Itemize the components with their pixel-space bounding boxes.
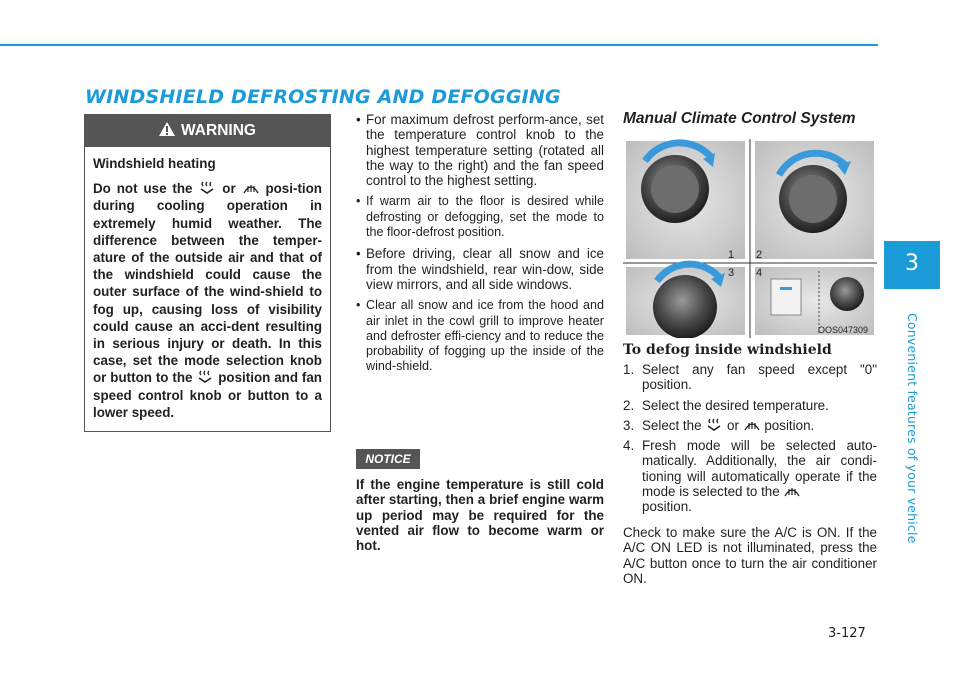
warning-text: Do not use the or posi-tion during cooling operation in extremely humid weather. The difference between the temper-ature of the outside air and that of the windshield could cause the outer surface of the wind-shield to fog up, causing loss of visibility could cause an acci-dent resulting in serious injury or death. In this case, set the mode selection knob or button to the position and fan speed control knob or button to a lower speed. bbox=[93, 181, 322, 420]
defog-steps bbox=[623, 362, 877, 520]
warning-header bbox=[85, 115, 330, 147]
figure-code: OOS047309 bbox=[818, 325, 869, 335]
subsection-title: Manual Climate Control System bbox=[623, 110, 856, 127]
warning-header-label: WARNING bbox=[181, 122, 256, 139]
climate-control-figure bbox=[623, 139, 877, 338]
climate-knobs-illustration bbox=[623, 139, 877, 338]
notice-text: If the engine temperature is still cold after starting, then a brief engine warm up period may be required for the vented air flow to become warm or hot. bbox=[356, 477, 604, 554]
figure-label-2: 2 bbox=[756, 249, 763, 261]
list-item: • For maximum defrost perform-ance, set the temperature control knob to the highest temperature setting (rotated all the way to the right) and the fan speed control to the highest setting. bbox=[356, 112, 604, 188]
list-item: • Clear all snow and ice from the hood and air inlet in the cowl grill to improve heater and defroster effi-ciency and to reduce the probability of fogging up the inside of the wind-shield. bbox=[356, 298, 604, 374]
chapter-number: 3 bbox=[905, 251, 919, 276]
floor-defrost-icon bbox=[705, 418, 723, 432]
list-item: • If warm air to the floor is desired while defrosting or defogging, set the mode to the floor-defrost position. bbox=[356, 194, 604, 240]
list-item: • Before driving, clear all snow and ice from the windshield, rear win-dow, side view mirrors, and all side windows. bbox=[356, 246, 604, 292]
step-item: 2. Select the desired temperature. bbox=[623, 397, 829, 413]
floor-defrost-icon bbox=[198, 181, 216, 195]
figure-label-4: 4 bbox=[756, 267, 763, 279]
ac-check-text: Check to make sure the A/C is ON. If the A/C ON LED is not illuminated, press the A/C button once to turn the air conditioner ON. bbox=[623, 525, 877, 586]
tips-list bbox=[356, 112, 604, 381]
top-rule bbox=[0, 44, 878, 46]
chapter-label: Convenient features of your vehicle bbox=[905, 313, 920, 544]
defrost-icon bbox=[783, 484, 801, 498]
warning-triangle-icon bbox=[159, 116, 175, 148]
step-item: 4. Fresh mode will be selected auto-matically. Additionally, the air condi-tioning will automatically operate if the mode is selected to the position. bbox=[623, 438, 877, 515]
defrost-icon bbox=[743, 418, 761, 432]
defrost-icon bbox=[242, 181, 260, 195]
page-number: 3-127 bbox=[828, 626, 866, 641]
warning-box bbox=[84, 114, 331, 432]
section-heading: WINDSHIELD DEFROSTING AND DEFOGGING bbox=[85, 86, 561, 108]
figure-label-1: 1 bbox=[728, 249, 735, 261]
warning-title: Windshield heating bbox=[93, 156, 216, 171]
floor-defrost-icon bbox=[196, 370, 214, 384]
step-item: 1. Select any fan speed except "0" position. bbox=[623, 362, 877, 393]
notice-badge: NOTICE bbox=[356, 449, 420, 469]
defog-heading: To defog inside windshield bbox=[623, 342, 832, 358]
step-item: 3. Select the or position. bbox=[623, 417, 815, 433]
figure-label-3: 3 bbox=[728, 267, 735, 279]
